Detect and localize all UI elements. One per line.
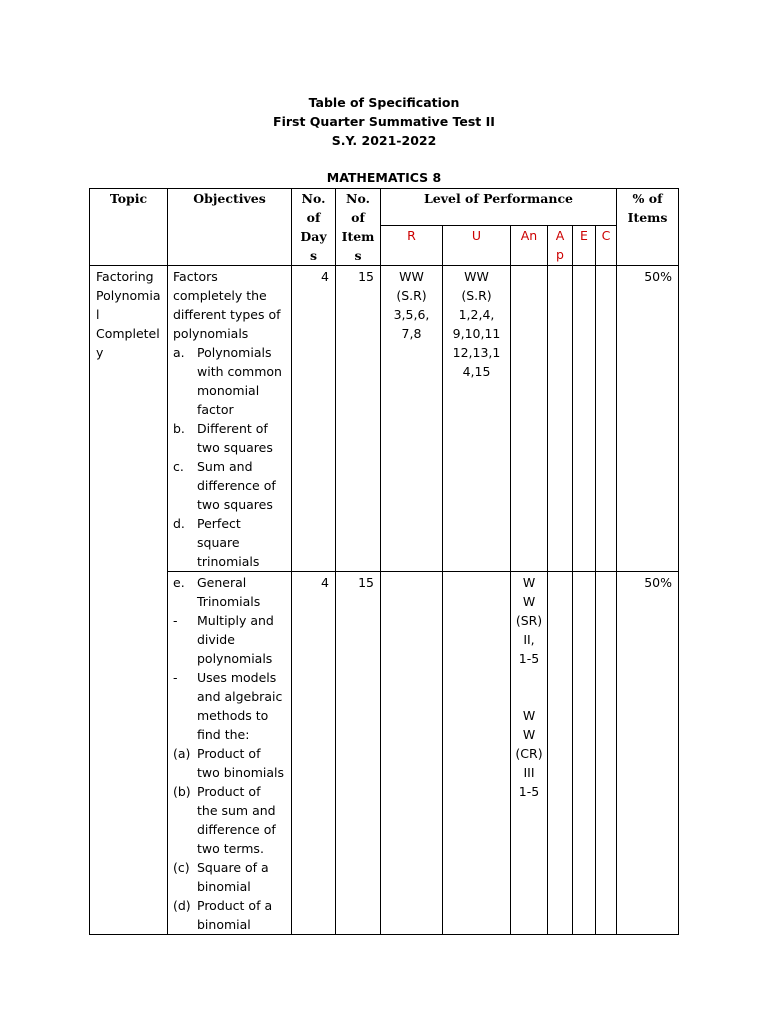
objective-line: Perfect: [197, 516, 241, 531]
objective-line: polynomials: [173, 326, 249, 341]
level-header-ap: [548, 226, 573, 266]
level-header-c: [596, 226, 617, 266]
document-subtitle: First Quarter Summative Test II: [273, 114, 495, 129]
objective-line: Uses models: [197, 670, 277, 685]
an-line: W: [522, 708, 536, 723]
specification-table: [89, 188, 679, 935]
header-line: No.: [301, 191, 326, 206]
list-marker: a.: [173, 345, 185, 360]
objective-line: polynomials: [197, 651, 273, 666]
list-item: [168, 343, 291, 419]
r-cell: [381, 572, 443, 935]
percent-value: 50%: [644, 269, 673, 284]
list-marker: e.: [173, 575, 185, 590]
objective-line: monomial: [197, 383, 260, 398]
list-item: [168, 419, 291, 457]
header-line: No.: [346, 191, 370, 206]
u-line: 1,2,4,: [458, 307, 495, 322]
days-cell: [292, 572, 336, 935]
list-item: [168, 744, 291, 782]
objective-line: Different of: [197, 421, 268, 436]
r-line: WW: [399, 269, 424, 284]
document-title: Table of Specification: [308, 95, 460, 110]
u-line: 12,13,1: [452, 345, 501, 360]
days-cell: [292, 266, 336, 572]
objective-line: square: [197, 535, 240, 550]
objective-line: find the:: [197, 727, 250, 742]
table-header-row: [90, 189, 679, 226]
ap-cell: [548, 266, 573, 572]
level-header-u: [443, 226, 511, 266]
objective-line: with common: [197, 364, 282, 379]
list-item: [168, 668, 291, 744]
objective-line: two terms.: [197, 841, 264, 856]
percent-cell: [617, 266, 679, 572]
objective-line: Polynomials: [197, 345, 272, 360]
level-e-label: E: [580, 228, 588, 243]
list-marker: d.: [173, 516, 185, 531]
topic-line: l: [96, 307, 100, 322]
level-an-label: An: [520, 228, 538, 243]
header-line: of: [306, 210, 321, 225]
level-u-label: U: [471, 228, 482, 243]
column-header-level: [381, 189, 617, 226]
percent-cell: [617, 572, 679, 935]
days-value: 4: [321, 575, 329, 590]
column-header-topic: [90, 189, 168, 266]
u-line: 4,15: [462, 364, 491, 379]
level-header-r: [381, 226, 443, 266]
objective-line: and algebraic: [197, 689, 283, 704]
list-item: [168, 896, 291, 934]
an-line: III: [523, 765, 535, 780]
objective-line: two squares: [197, 497, 273, 512]
school-year: S.Y. 2021-2022: [331, 133, 437, 148]
r-cell: [381, 266, 443, 572]
list-item: [168, 611, 291, 668]
objective-line: difference of: [197, 478, 276, 493]
an-cell: [511, 266, 548, 572]
list-marker: (b): [173, 784, 191, 799]
level-ap-label: p: [556, 247, 564, 262]
level-r-label: R: [407, 228, 416, 243]
list-item: [168, 457, 291, 514]
an-line: 1-5: [518, 651, 540, 666]
u-line: WW: [464, 269, 489, 284]
e-cell: [573, 572, 596, 935]
an-line: (SR): [515, 613, 543, 628]
list-marker: -: [173, 670, 178, 685]
table-row: [90, 572, 679, 935]
column-header-days: [292, 189, 336, 266]
column-header-items: [336, 189, 381, 266]
column-header-objectives-label: Objectives: [193, 191, 266, 206]
list-item: [168, 782, 291, 858]
objective-line: Product of: [197, 746, 261, 761]
an-line: W: [522, 727, 536, 742]
list-item: [168, 858, 291, 896]
header-line: Day: [300, 229, 327, 244]
u-line: (S.R): [461, 288, 492, 303]
an-line: 1-5: [518, 784, 540, 799]
column-header-topic-label: Topic: [109, 191, 148, 206]
topic-line: Polynomia: [96, 288, 161, 303]
objective-line: completely the: [173, 288, 267, 303]
list-marker: c.: [173, 459, 184, 474]
objective-line: General: [197, 575, 247, 590]
header-line: s: [309, 248, 318, 263]
level-ap-label: A: [555, 228, 565, 243]
an-cell: [511, 572, 548, 935]
objective-line: Factors: [173, 269, 218, 284]
column-header-objectives: [168, 189, 292, 266]
objective-line: the sum and: [197, 803, 276, 818]
u-line: 9,10,11: [452, 326, 501, 341]
objective-line: methods to: [197, 708, 269, 723]
e-cell: [573, 266, 596, 572]
objective-line: divide: [197, 632, 235, 647]
r-line: (S.R): [396, 288, 427, 303]
objective-line: Product of a: [197, 898, 273, 913]
objective-line: Sum and: [197, 459, 253, 474]
objective-line: binomial: [197, 917, 251, 932]
objective-line: Multiply and: [197, 613, 274, 628]
an-line: II,: [523, 632, 535, 647]
objective-line: two binomials: [197, 765, 285, 780]
items-value: 15: [358, 269, 374, 284]
c-cell: [596, 572, 617, 935]
objective-line: Product of: [197, 784, 261, 799]
header-line: of: [351, 210, 365, 225]
list-marker: -: [173, 613, 178, 628]
objective-line: trinomials: [197, 554, 260, 569]
percent-value: 50%: [644, 575, 673, 590]
u-cell: [443, 572, 511, 935]
an-line: (CR): [515, 746, 543, 761]
topic-line: Factoring: [96, 269, 154, 284]
list-marker: (a): [173, 746, 191, 761]
objective-line: binomial: [197, 879, 251, 894]
items-value: 15: [358, 575, 374, 590]
r-line: 3,5,6,: [393, 307, 430, 322]
level-c-label: C: [601, 228, 611, 243]
c-cell: [596, 266, 617, 572]
objectives-cell: [168, 266, 292, 572]
items-cell: [336, 266, 381, 572]
r-line: 7,8: [401, 326, 422, 341]
list-item: [168, 514, 291, 571]
table-row: [90, 266, 679, 572]
objective-line: Square of a: [197, 860, 269, 875]
header-line: Items: [627, 210, 668, 225]
objectives-cell: [168, 572, 292, 935]
topic-line: Completel: [96, 326, 160, 341]
header-line: % of: [632, 191, 663, 206]
column-header-level-label: Level of Performance: [424, 191, 574, 206]
objective-line: two squares: [197, 440, 273, 455]
an-line: W: [522, 575, 536, 590]
list-marker: (d): [173, 898, 191, 913]
header-line: Item: [341, 229, 375, 244]
u-cell: [443, 266, 511, 572]
list-marker: b.: [173, 421, 185, 436]
objective-line: factor: [197, 402, 234, 417]
topic-line: y: [96, 345, 104, 360]
objective-line: different types of: [173, 307, 281, 322]
level-header-e: [573, 226, 596, 266]
list-marker: (c): [173, 860, 190, 875]
subject-title: MATHEMATICS 8: [326, 170, 442, 185]
an-line: W: [522, 594, 536, 609]
objective-line: difference of: [197, 822, 276, 837]
list-item: [168, 573, 291, 611]
objective-line: Trinomials: [197, 594, 261, 609]
ap-cell: [548, 572, 573, 935]
days-value: 4: [321, 269, 329, 284]
items-cell: [336, 572, 381, 935]
header-line: s: [354, 248, 362, 263]
column-header-percent: [617, 189, 679, 266]
level-header-an: [511, 226, 548, 266]
topic-cell: [90, 266, 168, 935]
